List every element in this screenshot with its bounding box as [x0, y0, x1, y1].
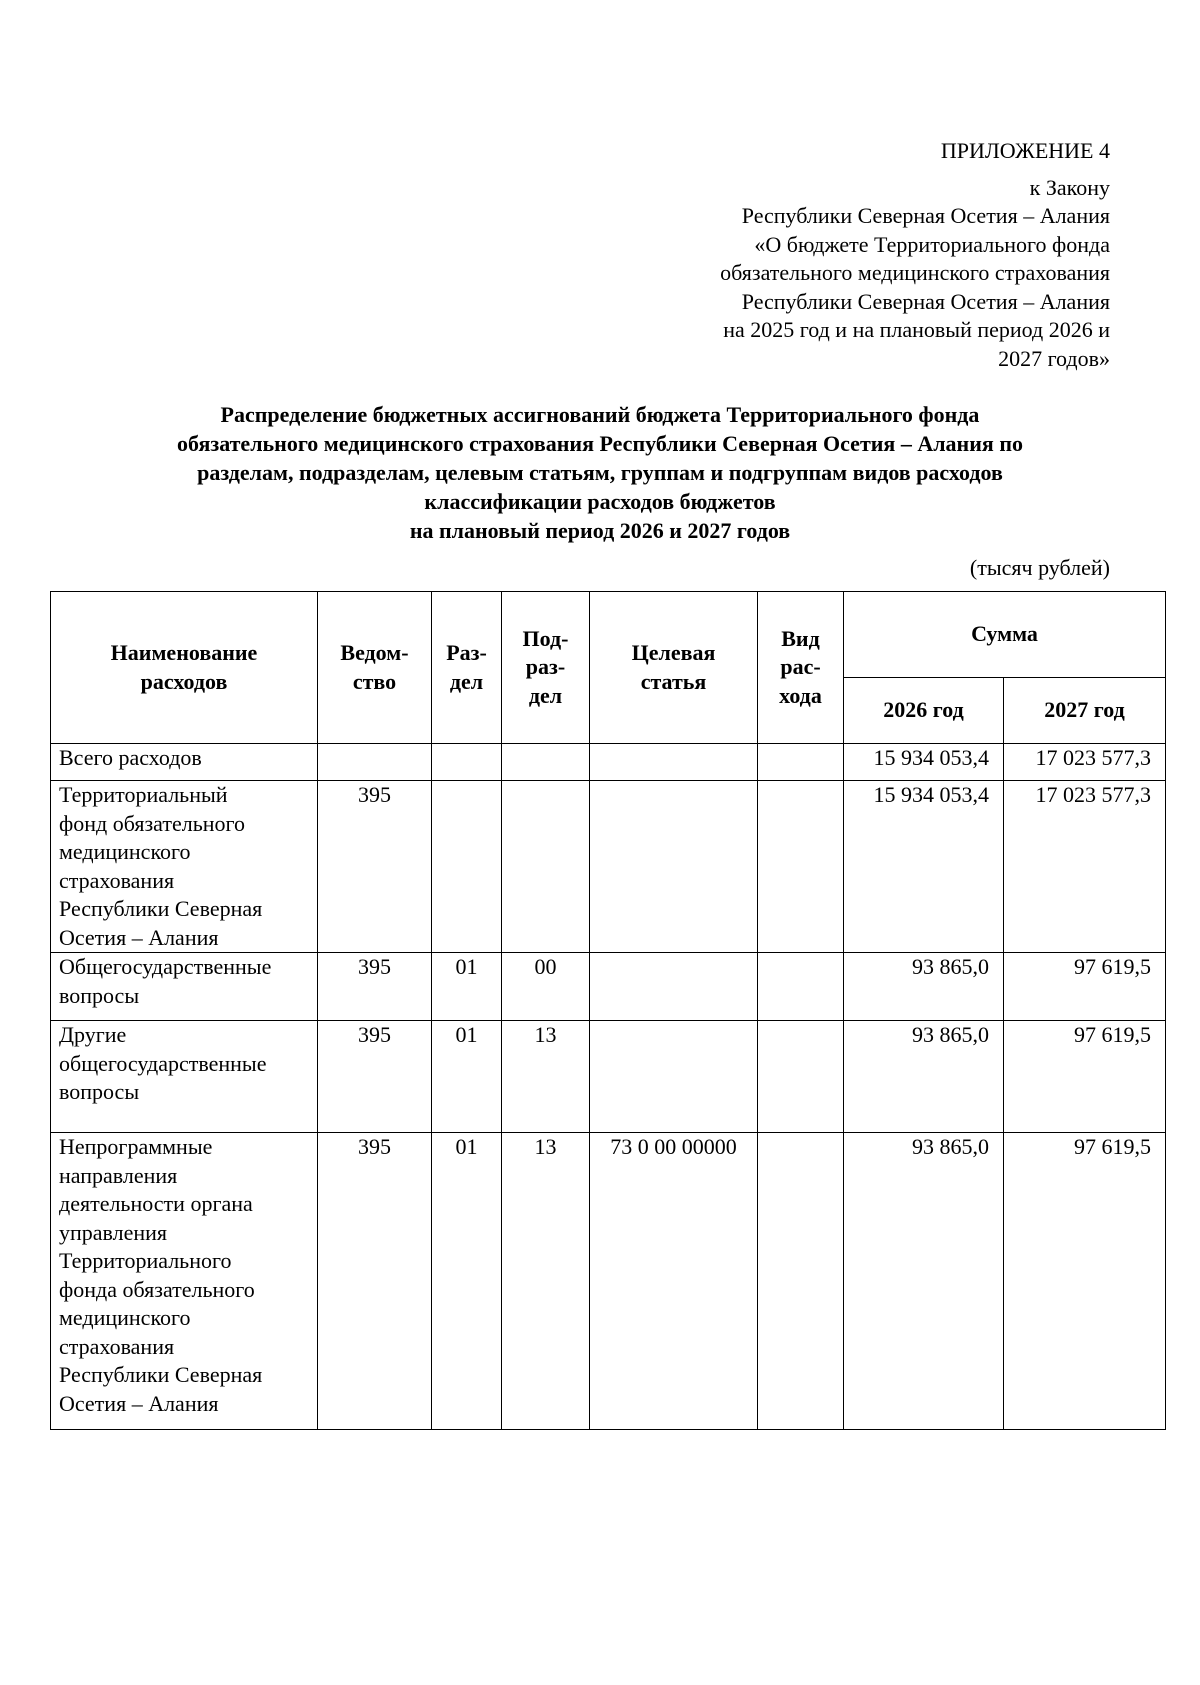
cell-name-line: направления	[59, 1162, 178, 1188]
cell-name-line: страхования	[59, 1333, 175, 1359]
cell-y2027: 17 023 577,3	[1004, 781, 1166, 953]
cell-name	[51, 953, 318, 1021]
cell-name-line: Территориального	[59, 1248, 232, 1273]
cell-name-line: общегосударственные	[59, 1050, 267, 1076]
cell-subsection	[502, 781, 590, 953]
cell-name-line: Непрограммные	[59, 1134, 213, 1159]
header-line: Под-	[522, 625, 569, 651]
header-year-2026: 2026 год	[844, 678, 1004, 744]
cell-name-line: Общегосударственные	[59, 954, 272, 979]
cell-dept: 395	[318, 1133, 432, 1430]
cell-y2026: 93 865,0	[844, 1133, 1004, 1430]
cell-subsection	[502, 744, 590, 781]
cell-subsection: 13	[502, 1021, 590, 1133]
title-line: на плановый период 2026 и 2027 годов	[409, 518, 791, 543]
cell-exp-type	[758, 1021, 844, 1133]
cell-exp-type	[758, 781, 844, 953]
header-line: Целевая	[631, 640, 716, 665]
cell-name-line: фонд обязательного	[59, 810, 246, 836]
units-label: (тысяч рублей)	[969, 555, 1110, 580]
table-row	[51, 1133, 1166, 1430]
appendix-line: Республики Северная Осетия – Алания	[741, 203, 1110, 228]
budget-table	[50, 591, 1166, 1430]
appendix-line: на 2025 год и на плановый период 2026 и	[723, 317, 1110, 342]
cell-section: 01	[432, 953, 502, 1021]
appendix-line: «О бюджете Территориального фонда	[754, 231, 1110, 257]
appendix-line: к Закону	[1029, 174, 1110, 200]
header-subsection	[502, 592, 590, 744]
table-row	[51, 1021, 1166, 1133]
cell-name-line: Всего расходов	[59, 745, 202, 770]
cell-exp-type	[758, 744, 844, 781]
cell-name	[51, 781, 318, 953]
cell-name-line: Территориальный	[59, 782, 228, 807]
header-line: хода	[779, 682, 822, 708]
cell-exp-type	[758, 953, 844, 1021]
header-sum: Сумма	[844, 592, 1166, 678]
cell-y2027: 17 023 577,3	[1004, 744, 1166, 781]
cell-name	[51, 1021, 318, 1133]
title-line: обязательного медицинского страхования Республики Северная Осетия – Алания по	[177, 431, 1023, 456]
cell-name	[51, 744, 318, 781]
cell-section	[432, 781, 502, 953]
header-line: дел	[449, 668, 484, 694]
header-dept	[318, 592, 432, 744]
cell-name-line: вопросы	[59, 1079, 140, 1104]
cell-y2026: 93 865,0	[844, 953, 1004, 1021]
cell-name-line: Другие	[59, 1022, 127, 1047]
cell-y2027: 97 619,5	[1004, 1133, 1166, 1430]
cell-name-line: Республики Северная	[59, 1362, 263, 1387]
header-line: рас-	[780, 654, 821, 680]
cell-section: 01	[432, 1021, 502, 1133]
table-body	[51, 744, 1166, 1430]
header-line: статья	[640, 668, 707, 694]
cell-dept	[318, 744, 432, 781]
table-row	[51, 953, 1166, 1021]
header-line: дел	[528, 682, 563, 708]
document-title	[100, 400, 1100, 545]
cell-y2026: 93 865,0	[844, 1021, 1004, 1133]
header-exp-type	[758, 592, 844, 744]
header-line: Раз-	[446, 640, 487, 665]
cell-name-line: фонда обязательного	[59, 1276, 255, 1302]
cell-target: 73 0 00 00000	[590, 1133, 758, 1430]
header-line: ство	[352, 668, 397, 694]
cell-target	[590, 1021, 758, 1133]
cell-name-line: страхования	[59, 867, 175, 893]
header-line: Наименование	[110, 640, 258, 665]
cell-target	[590, 953, 758, 1021]
cell-dept: 395	[318, 1021, 432, 1133]
cell-subsection: 00	[502, 953, 590, 1021]
cell-y2027: 97 619,5	[1004, 1021, 1166, 1133]
appendix-label: ПРИЛОЖЕНИЕ 4	[940, 138, 1110, 163]
cell-name	[51, 1133, 318, 1430]
header-line: Ведом-	[340, 640, 409, 665]
cell-section: 01	[432, 1133, 502, 1430]
appendix-line: Республики Северная Осетия – Алания	[741, 288, 1110, 314]
table-row	[51, 744, 1166, 781]
header-year-2027: 2027 год	[1004, 678, 1166, 744]
title-line: классификации расходов бюджетов	[424, 489, 776, 514]
cell-dept: 395	[318, 781, 432, 953]
cell-name-line: вопросы	[59, 982, 140, 1008]
cell-name-line: деятельности органа	[59, 1191, 253, 1216]
cell-exp-type	[758, 1133, 844, 1430]
cell-y2026: 15 934 053,4	[844, 781, 1004, 953]
appendix-line: обязательного медицинского страхования	[720, 260, 1110, 285]
header-section	[432, 592, 502, 744]
cell-name-line: медицинского	[59, 839, 191, 864]
table-row	[51, 781, 1166, 953]
cell-name-line: управления	[59, 1219, 168, 1245]
cell-target	[590, 781, 758, 953]
appendix-line: 2027 годов»	[998, 345, 1110, 371]
cell-y2026: 15 934 053,4	[844, 744, 1004, 781]
cell-name-line: Осетия – Алания	[59, 1390, 219, 1416]
appendix-block	[590, 137, 1110, 373]
cell-name-line: медицинского	[59, 1305, 191, 1330]
header-line: расходов	[140, 668, 228, 694]
cell-section	[432, 744, 502, 781]
cell-name-line: Осетия – Алания	[59, 924, 219, 950]
cell-name-line: Республики Северная	[59, 896, 263, 921]
title-line: Распределение бюджетных ассигнований бюджета Территориального фонда	[220, 402, 980, 427]
title-line: разделам, подразделам, целевым статьям, группам и подгруппам видов расходов	[197, 460, 1003, 485]
cell-dept: 395	[318, 953, 432, 1021]
header-line: раз-	[525, 654, 566, 680]
header-target	[590, 592, 758, 744]
cell-subsection: 13	[502, 1133, 590, 1430]
header-name	[51, 592, 318, 744]
header-line: Вид	[781, 625, 820, 651]
cell-y2027: 97 619,5	[1004, 953, 1166, 1021]
cell-target	[590, 744, 758, 781]
